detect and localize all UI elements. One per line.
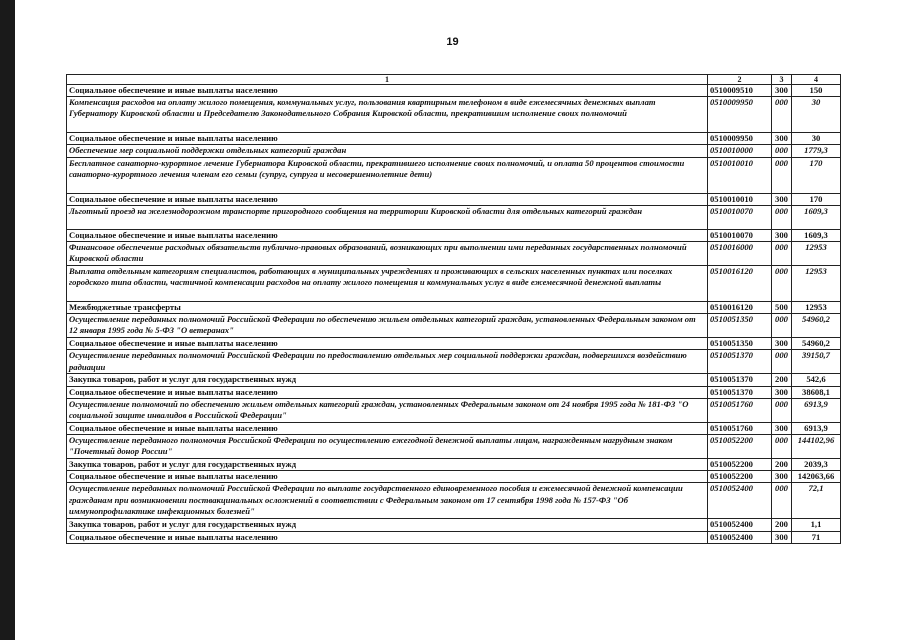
row-code-cell: 0510016000 bbox=[708, 242, 772, 266]
column-header: 4 bbox=[792, 75, 841, 85]
row-code-cell: 0510052200 bbox=[708, 459, 772, 471]
row-name-cell: Льготный проезд на железнодорожном транспорте пригородного сообщения на территории Кировской области для отдельных категорий граждан bbox=[67, 205, 708, 229]
budget-table bbox=[66, 74, 841, 544]
row-code-cell: 0510009950 bbox=[708, 133, 772, 145]
column-header: 2 bbox=[708, 75, 772, 85]
row-sum-cell: 39150,7 bbox=[792, 350, 841, 374]
table-row bbox=[67, 302, 841, 314]
table-header-row bbox=[67, 75, 841, 85]
row-sum-cell: 1609,3 bbox=[792, 229, 841, 241]
row-code-cell: 0510009950 bbox=[708, 97, 772, 133]
row-type-cell: 300 bbox=[772, 193, 792, 205]
row-name-cell: Обеспечение мер социальной поддержки отдельных категорий граждан bbox=[67, 145, 708, 157]
row-code-cell: 0510051350 bbox=[708, 314, 772, 338]
row-code-cell: 0510051760 bbox=[708, 422, 772, 434]
row-name-cell: Осуществление полномочий по обеспечению жильем отдельных категорий граждан, установленных Федеральным законом от 24 ноября 1995 года № 181-ФЗ "О социальной защите инвалидов в Российской Федерации" bbox=[67, 398, 708, 422]
table-row bbox=[67, 398, 841, 422]
row-name-cell: Осуществление переданных полномочий Российской Федерации по предоставлению отдельных мер социальной поддержки граждан, подвергшихся воздействию радиации bbox=[67, 350, 708, 374]
table-row bbox=[67, 471, 841, 483]
row-sum-cell: 30 bbox=[792, 133, 841, 145]
table-body bbox=[67, 85, 841, 544]
table-row bbox=[67, 133, 841, 145]
row-name-cell: Закупка товаров, работ и услуг для государственных нужд bbox=[67, 519, 708, 531]
row-type-cell: 000 bbox=[772, 157, 792, 193]
table-row bbox=[67, 97, 841, 133]
table-row bbox=[67, 459, 841, 471]
table-row bbox=[67, 422, 841, 434]
row-code-cell: 0510051370 bbox=[708, 350, 772, 374]
row-name-cell: Социальное обеспечение и иные выплаты населению bbox=[67, 85, 708, 97]
row-type-cell: 000 bbox=[772, 242, 792, 266]
table-row bbox=[67, 205, 841, 229]
row-sum-cell: 2039,3 bbox=[792, 459, 841, 471]
row-name-cell: Социальное обеспечение и иные выплаты населению bbox=[67, 193, 708, 205]
row-type-cell: 300 bbox=[772, 133, 792, 145]
row-name-cell: Социальное обеспечение и иные выплаты населению bbox=[67, 133, 708, 145]
row-name-cell: Компенсация расходов на оплату жилого помещения, коммунальных услуг, пользования квартирным телефоном в виде ежемесячных денежных выплат Губернатору Кировской области и Председателю Законодательного Собрания Кировской области, прекратившим исполнение своих полномочий bbox=[67, 97, 708, 133]
row-type-cell: 000 bbox=[772, 145, 792, 157]
row-sum-cell: 6913,9 bbox=[792, 398, 841, 422]
row-sum-cell: 1,1 bbox=[792, 519, 841, 531]
row-code-cell: 0510010010 bbox=[708, 157, 772, 193]
table-row bbox=[67, 85, 841, 97]
table-row bbox=[67, 386, 841, 398]
row-type-cell: 000 bbox=[772, 483, 792, 519]
row-type-cell: 300 bbox=[772, 422, 792, 434]
row-sum-cell: 170 bbox=[792, 193, 841, 205]
row-code-cell: 0510009510 bbox=[708, 85, 772, 97]
page-number: 19 bbox=[446, 36, 459, 48]
row-name-cell: Бесплатное санаторно-курортное лечение Губернатора Кировской области, прекратившего исполнение своих полномочий, и оплата 50 процентов стоимости санаторно-курортного лечения членам его семьи (супруг, супруга и несовершеннолетние дети) bbox=[67, 157, 708, 193]
table-row bbox=[67, 483, 841, 519]
table-row bbox=[67, 350, 841, 374]
row-type-cell: 000 bbox=[772, 97, 792, 133]
row-type-cell: 000 bbox=[772, 435, 792, 459]
row-sum-cell: 6913,9 bbox=[792, 422, 841, 434]
table-row bbox=[67, 157, 841, 193]
table-row bbox=[67, 374, 841, 386]
table-row bbox=[67, 193, 841, 205]
row-sum-cell: 144102,96 bbox=[792, 435, 841, 459]
row-type-cell: 200 bbox=[772, 519, 792, 531]
row-code-cell: 0510051760 bbox=[708, 398, 772, 422]
row-sum-cell: 30 bbox=[792, 97, 841, 133]
table-row bbox=[67, 435, 841, 459]
row-sum-cell: 38608,1 bbox=[792, 386, 841, 398]
row-type-cell: 300 bbox=[772, 471, 792, 483]
row-type-cell: 000 bbox=[772, 205, 792, 229]
scan-edge-bar bbox=[0, 0, 15, 640]
row-code-cell: 0510052200 bbox=[708, 471, 772, 483]
row-name-cell: Социальное обеспечение и иные выплаты населению bbox=[67, 229, 708, 241]
table-row bbox=[67, 519, 841, 531]
row-code-cell: 0510010070 bbox=[708, 205, 772, 229]
row-sum-cell: 54960,2 bbox=[792, 338, 841, 350]
table-row bbox=[67, 266, 841, 302]
row-name-cell: Социальное обеспечение и иные выплаты населению bbox=[67, 471, 708, 483]
row-sum-cell: 72,1 bbox=[792, 483, 841, 519]
row-sum-cell: 170 bbox=[792, 157, 841, 193]
row-code-cell: 0510010010 bbox=[708, 193, 772, 205]
row-name-cell: Осуществление переданных полномочий Российской Федерации по выплате государственного единовременного пособия и ежемесячной денежной компенсации гражданам при возникновении поствакцинальных осложнений в соответствии с Федеральным законом от 17 сентября 1998 года № 157-ФЗ "Об иммунопрофилактике инфекционных болезней" bbox=[67, 483, 708, 519]
column-header: 3 bbox=[772, 75, 792, 85]
row-name-cell: Социальное обеспечение и иные выплаты населению bbox=[67, 338, 708, 350]
row-code-cell: 0510051350 bbox=[708, 338, 772, 350]
table-row bbox=[67, 242, 841, 266]
row-name-cell: Социальное обеспечение и иные выплаты населению bbox=[67, 422, 708, 434]
row-type-cell: 000 bbox=[772, 350, 792, 374]
row-sum-cell: 12953 bbox=[792, 242, 841, 266]
row-code-cell: 0510016120 bbox=[708, 302, 772, 314]
row-sum-cell: 542,6 bbox=[792, 374, 841, 386]
row-code-cell: 0510052400 bbox=[708, 519, 772, 531]
table-row bbox=[67, 531, 841, 543]
row-type-cell: 000 bbox=[772, 266, 792, 302]
row-code-cell: 0510016120 bbox=[708, 266, 772, 302]
row-name-cell: Социальное обеспечение и иные выплаты населению bbox=[67, 531, 708, 543]
row-type-cell: 500 bbox=[772, 302, 792, 314]
row-name-cell: Закупка товаров, работ и услуг для государственных нужд bbox=[67, 374, 708, 386]
row-type-cell: 300 bbox=[772, 229, 792, 241]
row-sum-cell: 12953 bbox=[792, 266, 841, 302]
table-row bbox=[67, 338, 841, 350]
row-code-cell: 0510010070 bbox=[708, 229, 772, 241]
row-sum-cell: 12953 bbox=[792, 302, 841, 314]
row-sum-cell: 150 bbox=[792, 85, 841, 97]
row-name-cell: Осуществление переданного полномочия Российской Федерации по осуществлению ежегодной денежной выплаты лицам, награжденным нагрудным знаком "Почетный донор России" bbox=[67, 435, 708, 459]
row-code-cell: 0510052400 bbox=[708, 531, 772, 543]
row-name-cell: Финансовое обеспечение расходных обязательств публично-правовых образований, возникающих при выполнении ими переданных государственных полномочий Кировской области bbox=[67, 242, 708, 266]
table-row bbox=[67, 145, 841, 157]
row-code-cell: 0510051370 bbox=[708, 374, 772, 386]
row-sum-cell: 1609,3 bbox=[792, 205, 841, 229]
row-name-cell: Закупка товаров, работ и услуг для государственных нужд bbox=[67, 459, 708, 471]
table-row bbox=[67, 314, 841, 338]
row-type-cell: 300 bbox=[772, 338, 792, 350]
row-type-cell: 200 bbox=[772, 459, 792, 471]
row-name-cell: Межбюджетные трансферты bbox=[67, 302, 708, 314]
row-sum-cell: 54960,2 bbox=[792, 314, 841, 338]
row-type-cell: 300 bbox=[772, 386, 792, 398]
row-code-cell: 0510010000 bbox=[708, 145, 772, 157]
row-sum-cell: 71 bbox=[792, 531, 841, 543]
column-header: 1 bbox=[67, 75, 708, 85]
row-type-cell: 300 bbox=[772, 85, 792, 97]
row-sum-cell: 142063,66 bbox=[792, 471, 841, 483]
table-row bbox=[67, 229, 841, 241]
row-code-cell: 0510052200 bbox=[708, 435, 772, 459]
row-type-cell: 300 bbox=[772, 531, 792, 543]
row-code-cell: 0510052400 bbox=[708, 483, 772, 519]
row-type-cell: 000 bbox=[772, 314, 792, 338]
row-name-cell: Социальное обеспечение и иные выплаты населению bbox=[67, 386, 708, 398]
row-sum-cell: 1779,3 bbox=[792, 145, 841, 157]
row-name-cell: Выплата отдельным категориям специалистов, работающих в муниципальных учреждениях и проживающих в сельских населенных пунктах или поселках городского типа области, частичной компенсации расходов на оплату жилого помещения и коммунальных услуг в виде ежемесячной денежной выплаты bbox=[67, 266, 708, 302]
row-name-cell: Осуществление переданных полномочий Российской Федерации по обеспечению жильем отдельных категорий граждан, установленных Федеральным законом от 12 января 1995 года № 5-ФЗ "О ветеранах" bbox=[67, 314, 708, 338]
row-code-cell: 0510051370 bbox=[708, 386, 772, 398]
row-type-cell: 200 bbox=[772, 374, 792, 386]
row-type-cell: 000 bbox=[772, 398, 792, 422]
